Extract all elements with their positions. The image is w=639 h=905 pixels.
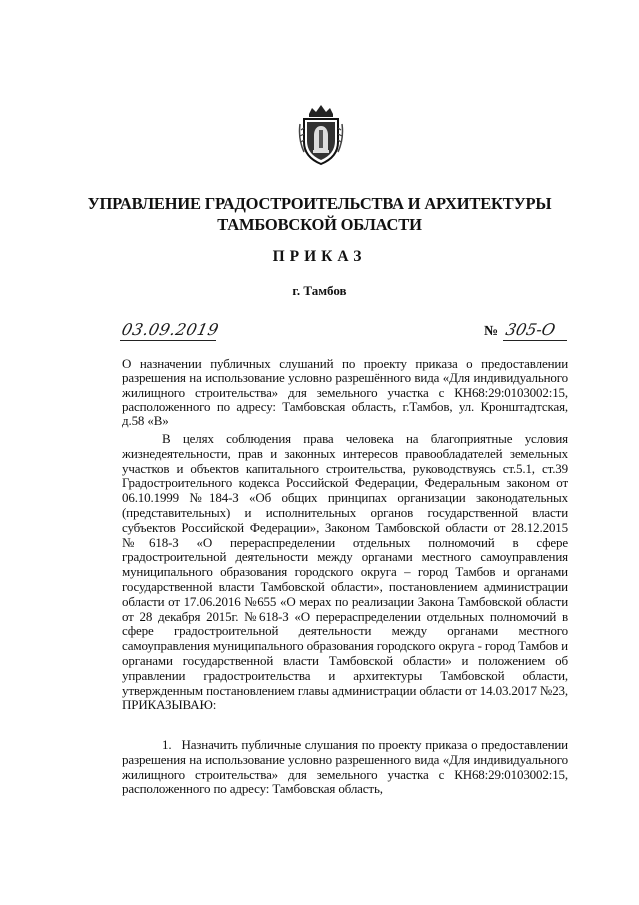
document-number: 305-О: [503, 320, 558, 339]
order-item-1: [122, 738, 568, 797]
order-item-text: Назначить публичные слушания по проекту приказа о предоставлении разрешения на использование условно разрешенного вида «Для индивидуального жилищного строительства» для земельного участка с КН68:29:0103002:15, расположенного по адресу: Тамбовская область,: [122, 737, 568, 797]
document-city: г. Тамбов: [292, 283, 347, 298]
organization-name: УПРАВЛЕНИЕ ГРАДОСТРОИТЕЛЬСТВА И АРХИТЕКТУРЫ ТАМБОВСКОЙ ОБЛАСТИ: [87, 194, 552, 234]
number-underline: [503, 340, 567, 341]
document-preamble: В целях соблюдения права человека на благоприятные условия жизнедеятельности, прав и законных интересов правообладателей земельных участков и объектов капитального строительства, руководствуясь ст.5.1, ст.39 Градостроительного кодекса Российской Федерации, Федеральным законом от 06.10.1999 №184-З «Об общих принципах организации законодательных (представительных) и исполнительных органов государственной власти субъектов Российской Федерации», Законом Тамбовской области от 28.12.2015 №618-З «О перераспределении отдельных полномочий в сфере градостроительной деятельности между органами местного самоуправления муниципального образования городского округа – город Тамбов и органами государственной власти Тамбовской области», постановлением администрации области от 17.06.2016 №655 «О мерах по реализации Закона Тамбовской области от 28 декабря 2015г. №618-З «О перераспределении отдельных полномочий в сфере градостроительной деятельности между органами местного самоуправления муниципального образования городского округа - город Тамбов и органами государственной власти Тамбовской области» и положением об управлении градостроительства и архитектуры Тамбовской области, утвержденным постановлением главы администрации области от 14.03.2017 №23, ПРИКАЗЫВАЮ:: [122, 431, 568, 713]
document-subject: О назначении публичных слушаний по проекту приказа о предоставлении разрешения на использование условно разрешённого вида «Для индивидуального жилищного строительства» для земельного участка с КН68:29:0103002:15, расположенного по адресу: Тамбовская область, г.Тамбов, ул. Кронштадтская, д.58 «В»: [122, 356, 568, 429]
document-date: 03.09.2019: [119, 320, 221, 339]
tambov-coat-of-arms-icon: [298, 104, 344, 166]
document-type-title: ПРИКАЗ: [272, 248, 367, 265]
order-item-number: 1.: [162, 737, 172, 752]
date-underline: [120, 340, 216, 341]
document-number-label: №: [484, 324, 499, 339]
